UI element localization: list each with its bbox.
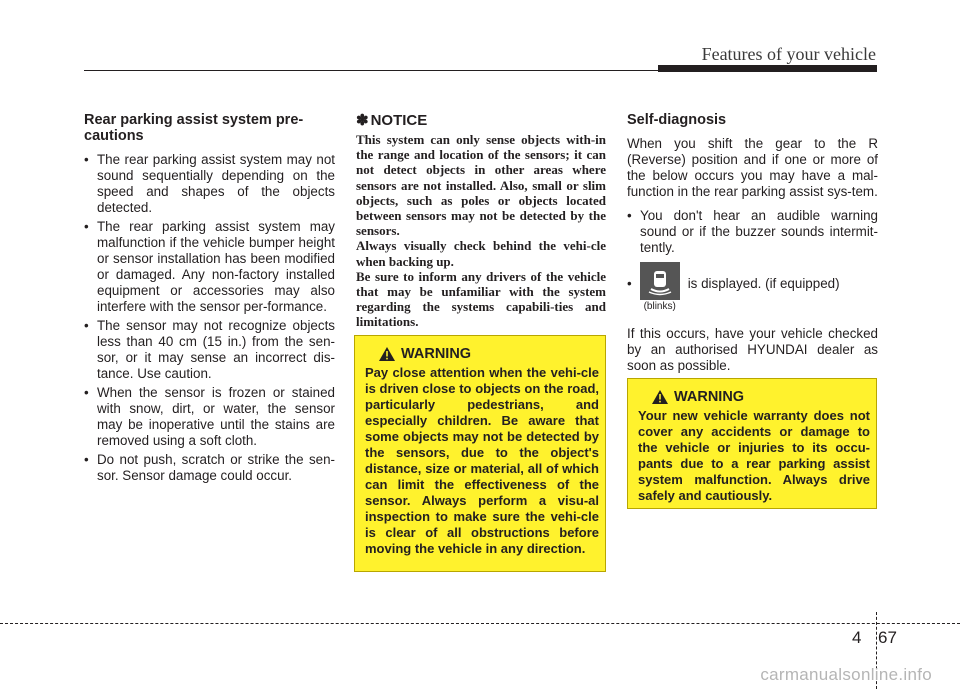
list-item: • You don't hear an audible warning sound or if the buzzer sounds intermit-tently.: [627, 208, 878, 256]
self-diagnosis-outro: If this occurs, have your vehicle checked by an authorised HYUNDAI dealer as soon as possible.: [627, 326, 878, 373]
notice-paragraph: Always visually check behind the vehi-cle when backing up.: [356, 238, 606, 269]
bullet-dot: •: [627, 276, 632, 291]
indicator-text: is displayed. (if equipped): [687, 276, 840, 291]
warning-heading: [652, 389, 870, 405]
warning-text: Your new vehicle warranty does not cover any accidents or damage to the vehicle or injuries to its occu-pants due to a rear parking assist system malfunction. Always drive safely and cautiously.: [638, 408, 870, 503]
warning-title: WARNING: [401, 346, 472, 362]
parking-indicator: [640, 262, 680, 312]
list-item: • The sensor may not recognize objects less than 40 cm (15 in.) from the sen-sor, or it may sense an incorrect dis-tance. Use caution.: [84, 318, 335, 382]
notice-paragraph: Be sure to inform any drivers of the vehicle that may be unfamiliar with the system regarding the systems capabili-ties and limitations.: [356, 268, 606, 330]
precautions-column: [84, 112, 335, 487]
notice-star-icon: ✽: [356, 112, 369, 129]
precautions-heading: Rear parking assist system pre-cautions: [84, 112, 304, 144]
watermark: carmanualsonline.info: [760, 665, 932, 684]
warning-box-driving: [354, 335, 606, 572]
page-number: 67: [878, 628, 897, 647]
warning-heading: [379, 346, 599, 362]
section-title: Features of your vehicle: [701, 44, 876, 64]
notice-title: NOTICE: [370, 112, 428, 129]
self-diagnosis-intro: When you shift the gear to the R (Reverse) position and if one or more of the below occurs you may have a mal-function in the rear parking assist sys-tem.: [627, 136, 878, 199]
notice-body: [356, 132, 606, 330]
self-diagnosis-column: [627, 112, 878, 382]
indicator-row: [627, 262, 878, 312]
self-diagnosis-heading: Self-diagnosis: [627, 112, 727, 128]
warning-triangle-icon: [379, 347, 395, 361]
notice-heading: [356, 112, 606, 130]
blinks-caption: (blinks): [643, 301, 676, 312]
precautions-list: [84, 152, 335, 484]
warning-triangle-icon: [652, 390, 668, 404]
parking-sensor-icon: [640, 262, 680, 300]
list-item: • Do not push, scratch or strike the sen-sor. Sensor damage could occur.: [84, 452, 335, 484]
section-number: 4: [852, 628, 862, 647]
warning-title: WARNING: [674, 389, 745, 405]
warning-text: Pay close attention when the vehi-cle is driven close to objects on the road, particularly pedestrians, and especially children. Be aware that some objects may not be detected by the sensors, due to the object's distance, size or material, all of which can limit the effectiveness of the sensor. Always perform a visu-al inspection to make sure the vehi-cle is clear of all obstructions before moving the vehicle in any direction.: [365, 365, 599, 556]
list-item: • The rear parking assist system may malfunction if the vehicle bumper height or sensor installation has been modified or damaged. Any non-factory installed equipment or accessories may also interfere with the sensor per-formance.: [84, 219, 335, 315]
warning-box-warranty: [627, 378, 877, 509]
list-item: • The rear parking assist system may not sound sequentially depending on the speed and shapes of the objects detected.: [84, 152, 335, 216]
header-rule: [84, 70, 877, 71]
self-diagnosis-list: [627, 208, 878, 256]
footer-dashed-rule: [0, 623, 960, 624]
notice-column: [356, 112, 606, 330]
list-item: • When the sensor is frozen or stained with snow, dirt, or water, the sensor may be inoperative until the stains are removed using a soft cloth.: [84, 385, 335, 449]
notice-paragraph: This system can only sense objects with-in the range and location of the sensors; it can not detect objects in other areas where sensors are not installed. Also, small or slim objects, such as poles or objects located between sensors may not be detected by the sensors.: [356, 132, 606, 239]
